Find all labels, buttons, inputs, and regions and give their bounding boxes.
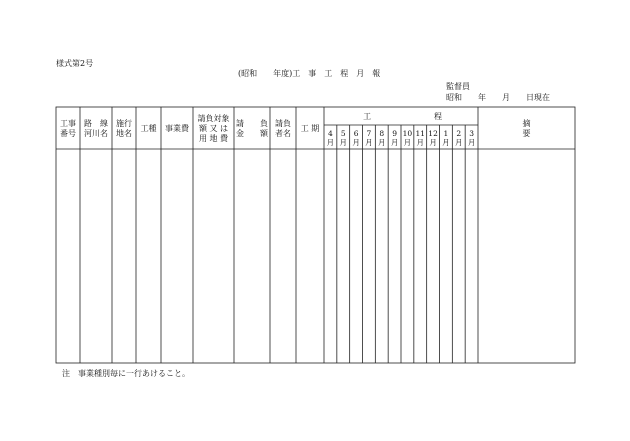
header-contract-target: 用 地 費 <box>198 134 229 143</box>
month-suffix: 月 <box>455 138 463 147</box>
header-location: 施行 <box>116 119 132 128</box>
month-suffix: 月 <box>467 138 476 147</box>
header-remarks: 摘 <box>522 119 531 128</box>
header-period: 工 期 <box>300 124 320 133</box>
header-location: 地名 <box>116 129 132 138</box>
footnote: 注 事業種別毎に一行あけること。 <box>62 369 190 378</box>
month-suffix: 月 <box>429 138 437 147</box>
month-label: 3 <box>469 129 474 138</box>
page-title: (昭和 年度)工 事 工 程 月 報 <box>238 69 381 78</box>
header-remarks: 要 <box>522 129 531 138</box>
month-label: 8 <box>379 129 385 138</box>
month-suffix: 月 <box>352 138 360 147</box>
month-label: 5 <box>340 129 346 138</box>
month-suffix: 月 <box>339 138 347 147</box>
month-suffix: 月 <box>442 138 450 147</box>
month-suffix: 月 <box>390 138 399 147</box>
month-label: 7 <box>366 129 372 138</box>
month-suffix: 月 <box>378 138 386 147</box>
header-contract-target: 額 又 は <box>198 124 229 133</box>
form-number: 様式第2号 <box>56 59 94 68</box>
month-label: 2 <box>456 129 462 138</box>
date-line: 昭和 年 月 日現在 <box>446 93 550 102</box>
month-suffix: 月 <box>416 138 424 147</box>
month-suffix: 月 <box>365 138 373 147</box>
table-border <box>56 107 575 363</box>
header-work-number: 工事 <box>60 119 76 128</box>
header-contractor: 請負 <box>275 119 291 128</box>
header-route-river: 河川名 <box>84 129 108 138</box>
month-label: 11 <box>415 129 426 138</box>
header-contract-target: 請負対象 <box>197 114 230 123</box>
month-label: 4 <box>328 129 333 138</box>
month-label: 9 <box>392 129 397 138</box>
header-work-number: 番号 <box>60 129 76 138</box>
month-label: 6 <box>353 129 359 138</box>
month-suffix: 月 <box>403 138 412 147</box>
header-work-type: 工種 <box>140 124 157 133</box>
header-contractor: 者名 <box>275 129 291 138</box>
header-progress: 工 <box>363 112 372 121</box>
header-project-cost: 事業費 <box>165 124 189 133</box>
month-label: 10 <box>402 129 413 138</box>
header-contract-amount: 金 額 <box>236 129 268 138</box>
header-route-river: 路 線 <box>84 119 108 128</box>
supervisor-label: 監督員 <box>446 82 470 91</box>
month-label: 12 <box>428 129 438 138</box>
header-progress: 程 <box>433 112 442 121</box>
month-suffix: 月 <box>326 138 335 147</box>
month-label: 1 <box>443 129 449 138</box>
header-contract-amount: 請 負 <box>236 119 268 128</box>
